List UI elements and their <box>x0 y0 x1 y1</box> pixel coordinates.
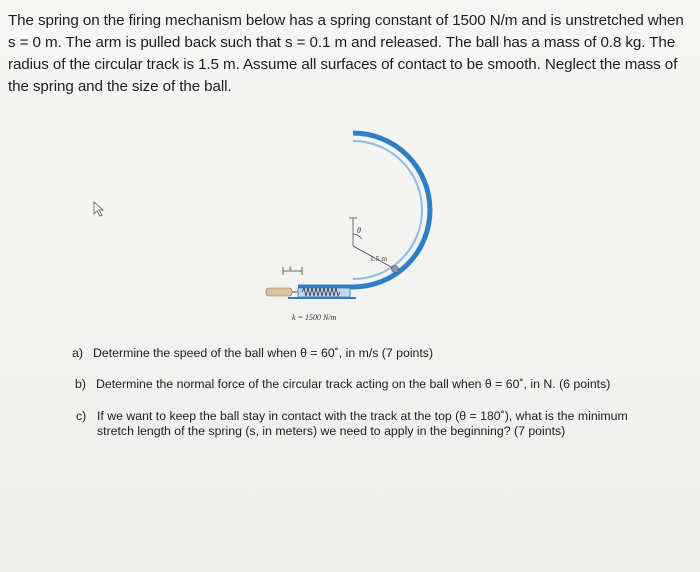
question-label: c) <box>76 409 87 423</box>
ball <box>392 266 399 273</box>
spring-track-figure <box>258 128 448 328</box>
radius-label: 1.5 m <box>370 254 388 263</box>
question-a <box>72 346 632 361</box>
plunger-handle <box>266 288 292 296</box>
question-label: b) <box>75 377 86 391</box>
mouse-cursor-icon <box>92 201 106 217</box>
problem-statement: The spring on the firing mechanism below has a spring constant of 1500 N/m and is unstretched when s = 0 m. The arm is pulled back such that s = 0.1 m and released. The ball has a mass of 0.8 kg. The radius of the circular track is 1.5 m. Assume all surfaces of contact to be smooth. Neglect the mass of the spring and the size of the ball. <box>8 12 684 95</box>
question-text: Determine the speed of the ball when θ = 60˚, in m/s (7 points) <box>93 346 434 360</box>
s-label: s <box>289 264 292 272</box>
question-c <box>76 409 646 439</box>
question-label: a) <box>72 346 83 360</box>
circular-track <box>353 133 430 287</box>
question-text: Determine the normal force of the circular track acting on the ball when θ = 60˚, in N. (6 points) <box>96 377 611 391</box>
spring-constant-label: k = 1500 N/m <box>292 313 337 322</box>
theta-label: θ <box>357 226 361 235</box>
question-text: If we want to keep the ball stay in contact with the track at the top (θ = 180˚), what is the minimum stretch length of the spring (s, in meters) we need to apply in the beginning? (7 points) <box>97 409 628 438</box>
question-b <box>75 377 665 392</box>
